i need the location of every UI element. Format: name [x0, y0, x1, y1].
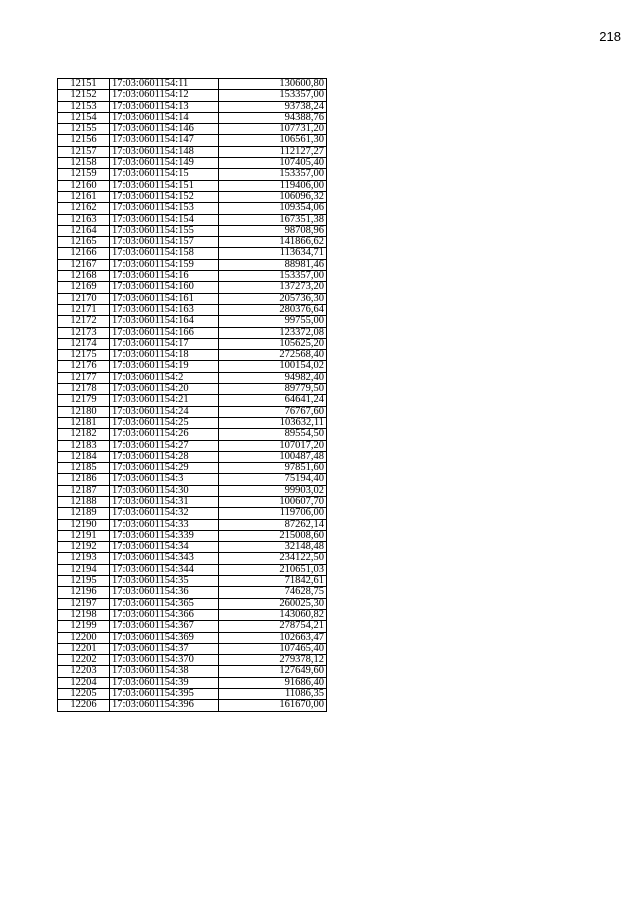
table-row — [58, 677, 327, 688]
table-row — [58, 237, 327, 248]
table-row — [58, 372, 327, 383]
table-row — [58, 293, 327, 304]
table-row — [58, 474, 327, 485]
cadastral-number-cell: 17:03:0601154:366 — [110, 609, 219, 620]
table-row — [58, 79, 327, 90]
cadastral-number-cell: 17:03:0601154:11 — [110, 79, 219, 90]
value-cell: 100487,48 — [219, 451, 327, 462]
table-row — [58, 463, 327, 474]
row-number-cell: 12205 — [58, 689, 110, 700]
row-number-cell: 12151 — [58, 79, 110, 90]
table-row — [58, 655, 327, 666]
cadastral-number-cell: 17:03:0601154:154 — [110, 214, 219, 225]
row-number-cell: 12170 — [58, 293, 110, 304]
table-row — [58, 576, 327, 587]
table-row — [58, 417, 327, 428]
table-row — [58, 146, 327, 157]
cadastral-number-cell: 17:03:0601154:26 — [110, 429, 219, 440]
row-number-cell: 12157 — [58, 146, 110, 157]
table-row — [58, 135, 327, 146]
table-row — [58, 384, 327, 395]
cadastral-number-cell: 17:03:0601154:343 — [110, 553, 219, 564]
cadastral-number-cell: 17:03:0601154:20 — [110, 384, 219, 395]
cadastral-number-cell: 17:03:0601154:13 — [110, 101, 219, 112]
row-number-cell: 12165 — [58, 237, 110, 248]
row-number-cell: 12203 — [58, 666, 110, 677]
table-row — [58, 361, 327, 372]
value-cell: 11086,35 — [219, 689, 327, 700]
table-row — [58, 395, 327, 406]
row-number-cell: 12199 — [58, 621, 110, 632]
cadastral-number-cell: 17:03:0601154:146 — [110, 124, 219, 135]
value-cell: 107465,40 — [219, 643, 327, 654]
table-row — [58, 124, 327, 135]
cadastral-number-cell: 17:03:0601154:166 — [110, 327, 219, 338]
cadastral-number-cell: 17:03:0601154:151 — [110, 180, 219, 191]
cadastral-number-cell: 17:03:0601154:35 — [110, 576, 219, 587]
value-cell: 99903,02 — [219, 485, 327, 496]
cadastral-number-cell: 17:03:0601154:158 — [110, 248, 219, 259]
row-number-cell: 12168 — [58, 271, 110, 282]
value-cell: 102663,47 — [219, 632, 327, 643]
table-row — [58, 282, 327, 293]
value-cell: 272568,40 — [219, 350, 327, 361]
cadastral-number-cell: 17:03:0601154:148 — [110, 146, 219, 157]
value-cell: 107731,20 — [219, 124, 327, 135]
cadastral-number-cell: 17:03:0601154:161 — [110, 293, 219, 304]
table-row — [58, 180, 327, 191]
row-number-cell: 12158 — [58, 158, 110, 169]
cadastral-number-cell: 17:03:0601154:2 — [110, 372, 219, 383]
cadastral-number-cell: 17:03:0601154:15 — [110, 169, 219, 180]
value-cell: 260025,30 — [219, 598, 327, 609]
row-number-cell: 12167 — [58, 259, 110, 270]
value-cell: 123372,08 — [219, 327, 327, 338]
value-cell: 71842,61 — [219, 576, 327, 587]
value-cell: 167351,38 — [219, 214, 327, 225]
cadastral-number-cell: 17:03:0601154:27 — [110, 440, 219, 451]
row-number-cell: 12187 — [58, 485, 110, 496]
table-row — [58, 530, 327, 541]
value-cell: 113634,71 — [219, 248, 327, 259]
cadastral-number-cell: 17:03:0601154:19 — [110, 361, 219, 372]
cadastral-number-cell: 17:03:0601154:160 — [110, 282, 219, 293]
table-row — [58, 101, 327, 112]
value-cell: 99755,00 — [219, 316, 327, 327]
value-cell: 103632,11 — [219, 417, 327, 428]
row-number-cell: 12198 — [58, 609, 110, 620]
table-body — [58, 79, 327, 712]
row-number-cell: 12153 — [58, 101, 110, 112]
row-number-cell: 12152 — [58, 90, 110, 101]
table-row — [58, 327, 327, 338]
value-cell: 107405,40 — [219, 158, 327, 169]
value-cell: 94982,40 — [219, 372, 327, 383]
row-number-cell: 12181 — [58, 417, 110, 428]
value-cell: 75194,40 — [219, 474, 327, 485]
cadastral-number-cell: 17:03:0601154:33 — [110, 519, 219, 530]
table-row — [58, 598, 327, 609]
row-number-cell: 12166 — [58, 248, 110, 259]
row-number-cell: 12163 — [58, 214, 110, 225]
table-row — [58, 700, 327, 711]
value-cell: 280376,64 — [219, 304, 327, 315]
cadastral-number-cell: 17:03:0601154:37 — [110, 643, 219, 654]
value-cell: 234122,50 — [219, 553, 327, 564]
cadastral-number-cell: 17:03:0601154:152 — [110, 191, 219, 202]
cadastral-number-cell: 17:03:0601154:14 — [110, 112, 219, 123]
cadastral-number-cell: 17:03:0601154:369 — [110, 632, 219, 643]
value-cell: 91686,40 — [219, 677, 327, 688]
row-number-cell: 12169 — [58, 282, 110, 293]
cadastral-number-cell: 17:03:0601154:28 — [110, 451, 219, 462]
cadastral-number-cell: 17:03:0601154:32 — [110, 508, 219, 519]
row-number-cell: 12179 — [58, 395, 110, 406]
row-number-cell: 12191 — [58, 530, 110, 541]
table-row — [58, 564, 327, 575]
cadastral-number-cell: 17:03:0601154:25 — [110, 417, 219, 428]
page-number: 218 — [599, 29, 621, 44]
row-number-cell: 12186 — [58, 474, 110, 485]
cadastral-number-cell: 17:03:0601154:30 — [110, 485, 219, 496]
row-number-cell: 12192 — [58, 542, 110, 553]
table-row — [58, 271, 327, 282]
cadastral-number-cell: 17:03:0601154:157 — [110, 237, 219, 248]
cadastral-number-cell: 17:03:0601154:159 — [110, 259, 219, 270]
value-cell: 105625,20 — [219, 338, 327, 349]
value-cell: 279378,12 — [219, 655, 327, 666]
row-number-cell: 12160 — [58, 180, 110, 191]
cadastral-number-cell: 17:03:0601154:36 — [110, 587, 219, 598]
cadastral-number-cell: 17:03:0601154:147 — [110, 135, 219, 146]
cadastral-number-cell: 17:03:0601154:344 — [110, 564, 219, 575]
cadastral-number-cell: 17:03:0601154:149 — [110, 158, 219, 169]
row-number-cell: 12172 — [58, 316, 110, 327]
value-cell: 88981,46 — [219, 259, 327, 270]
row-number-cell: 12190 — [58, 519, 110, 530]
value-cell: 205736,30 — [219, 293, 327, 304]
table-row — [58, 338, 327, 349]
row-number-cell: 12154 — [58, 112, 110, 123]
row-number-cell: 12184 — [58, 451, 110, 462]
table-row — [58, 451, 327, 462]
cadastral-number-cell: 17:03:0601154:38 — [110, 666, 219, 677]
table-row — [58, 542, 327, 553]
row-number-cell: 12182 — [58, 429, 110, 440]
row-number-cell: 12177 — [58, 372, 110, 383]
cadastral-number-cell: 17:03:0601154:16 — [110, 271, 219, 282]
row-number-cell: 12204 — [58, 677, 110, 688]
value-cell: 127649,60 — [219, 666, 327, 677]
table-row — [58, 621, 327, 632]
cadastral-number-cell: 17:03:0601154:370 — [110, 655, 219, 666]
row-number-cell: 12201 — [58, 643, 110, 654]
row-number-cell: 12161 — [58, 191, 110, 202]
cadastral-number-cell: 17:03:0601154:396 — [110, 700, 219, 711]
table-row — [58, 519, 327, 530]
value-cell: 89554,50 — [219, 429, 327, 440]
value-cell: 100154,02 — [219, 361, 327, 372]
row-number-cell: 12200 — [58, 632, 110, 643]
row-number-cell: 12162 — [58, 203, 110, 214]
row-number-cell: 12178 — [58, 384, 110, 395]
value-cell: 161670,00 — [219, 700, 327, 711]
value-cell: 107017,20 — [219, 440, 327, 451]
table-row — [58, 553, 327, 564]
cadastral-number-cell: 17:03:0601154:365 — [110, 598, 219, 609]
value-cell: 74628,75 — [219, 587, 327, 598]
table-row — [58, 191, 327, 202]
table-row — [58, 158, 327, 169]
table-row — [58, 304, 327, 315]
table-row — [58, 440, 327, 451]
cadastral-number-cell: 17:03:0601154:24 — [110, 406, 219, 417]
row-number-cell: 12155 — [58, 124, 110, 135]
cadastral-number-cell: 17:03:0601154:164 — [110, 316, 219, 327]
cadastral-value-table — [57, 78, 327, 712]
cadastral-number-cell: 17:03:0601154:18 — [110, 350, 219, 361]
value-cell: 215008,60 — [219, 530, 327, 541]
table-row — [58, 259, 327, 270]
value-cell: 153357,00 — [219, 169, 327, 180]
row-number-cell: 12173 — [58, 327, 110, 338]
value-cell: 153357,00 — [219, 271, 327, 282]
table-row — [58, 203, 327, 214]
table-row — [58, 214, 327, 225]
cadastral-number-cell: 17:03:0601154:12 — [110, 90, 219, 101]
value-cell: 153357,00 — [219, 90, 327, 101]
value-cell: 119406,00 — [219, 180, 327, 191]
table-row — [58, 609, 327, 620]
cadastral-number-cell: 17:03:0601154:21 — [110, 395, 219, 406]
row-number-cell: 12176 — [58, 361, 110, 372]
table-row — [58, 689, 327, 700]
value-cell: 278754,21 — [219, 621, 327, 632]
row-number-cell: 12171 — [58, 304, 110, 315]
value-cell: 97851,60 — [219, 463, 327, 474]
row-number-cell: 12194 — [58, 564, 110, 575]
value-cell: 93738,24 — [219, 101, 327, 112]
table-row — [58, 169, 327, 180]
value-cell: 130600,80 — [219, 79, 327, 90]
row-number-cell: 12180 — [58, 406, 110, 417]
table-row — [58, 429, 327, 440]
value-cell: 106096,32 — [219, 191, 327, 202]
table-row — [58, 485, 327, 496]
row-number-cell: 12156 — [58, 135, 110, 146]
table-row — [58, 225, 327, 236]
table-row — [58, 632, 327, 643]
cadastral-number-cell: 17:03:0601154:39 — [110, 677, 219, 688]
row-number-cell: 12206 — [58, 700, 110, 711]
row-number-cell: 12195 — [58, 576, 110, 587]
table-row — [58, 248, 327, 259]
table-row — [58, 316, 327, 327]
value-cell: 100607,70 — [219, 496, 327, 507]
row-number-cell: 12193 — [58, 553, 110, 564]
table-row — [58, 350, 327, 361]
cadastral-number-cell: 17:03:0601154:29 — [110, 463, 219, 474]
table-row — [58, 666, 327, 677]
table-row — [58, 112, 327, 123]
table-row — [58, 643, 327, 654]
row-number-cell: 12183 — [58, 440, 110, 451]
table-row — [58, 90, 327, 101]
row-number-cell: 12159 — [58, 169, 110, 180]
table-row — [58, 496, 327, 507]
cadastral-number-cell: 17:03:0601154:31 — [110, 496, 219, 507]
cadastral-number-cell: 17:03:0601154:34 — [110, 542, 219, 553]
value-cell: 32148,48 — [219, 542, 327, 553]
row-number-cell: 12202 — [58, 655, 110, 666]
value-cell: 87262,14 — [219, 519, 327, 530]
cadastral-number-cell: 17:03:0601154:339 — [110, 530, 219, 541]
table-row — [58, 587, 327, 598]
cadastral-number-cell: 17:03:0601154:395 — [110, 689, 219, 700]
row-number-cell: 12174 — [58, 338, 110, 349]
cadastral-number-cell: 17:03:0601154:153 — [110, 203, 219, 214]
value-cell: 94388,76 — [219, 112, 327, 123]
value-cell: 137273,20 — [219, 282, 327, 293]
value-cell: 112127,27 — [219, 146, 327, 157]
cadastral-number-cell: 17:03:0601154:367 — [110, 621, 219, 632]
value-cell: 119706,00 — [219, 508, 327, 519]
cadastral-number-cell: 17:03:0601154:155 — [110, 225, 219, 236]
table-row — [58, 406, 327, 417]
value-cell: 106561,30 — [219, 135, 327, 146]
cadastral-number-cell: 17:03:0601154:163 — [110, 304, 219, 315]
table-row — [58, 508, 327, 519]
value-cell: 64641,24 — [219, 395, 327, 406]
value-cell: 141866,62 — [219, 237, 327, 248]
value-cell: 89779,50 — [219, 384, 327, 395]
row-number-cell: 12188 — [58, 496, 110, 507]
row-number-cell: 12185 — [58, 463, 110, 474]
row-number-cell: 12175 — [58, 350, 110, 361]
value-cell: 143060,82 — [219, 609, 327, 620]
value-cell: 109354,06 — [219, 203, 327, 214]
row-number-cell: 12196 — [58, 587, 110, 598]
value-cell: 210651,03 — [219, 564, 327, 575]
row-number-cell: 12164 — [58, 225, 110, 236]
row-number-cell: 12189 — [58, 508, 110, 519]
value-cell: 76767,60 — [219, 406, 327, 417]
row-number-cell: 12197 — [58, 598, 110, 609]
cadastral-number-cell: 17:03:0601154:17 — [110, 338, 219, 349]
cadastral-number-cell: 17:03:0601154:3 — [110, 474, 219, 485]
value-cell: 98708,96 — [219, 225, 327, 236]
